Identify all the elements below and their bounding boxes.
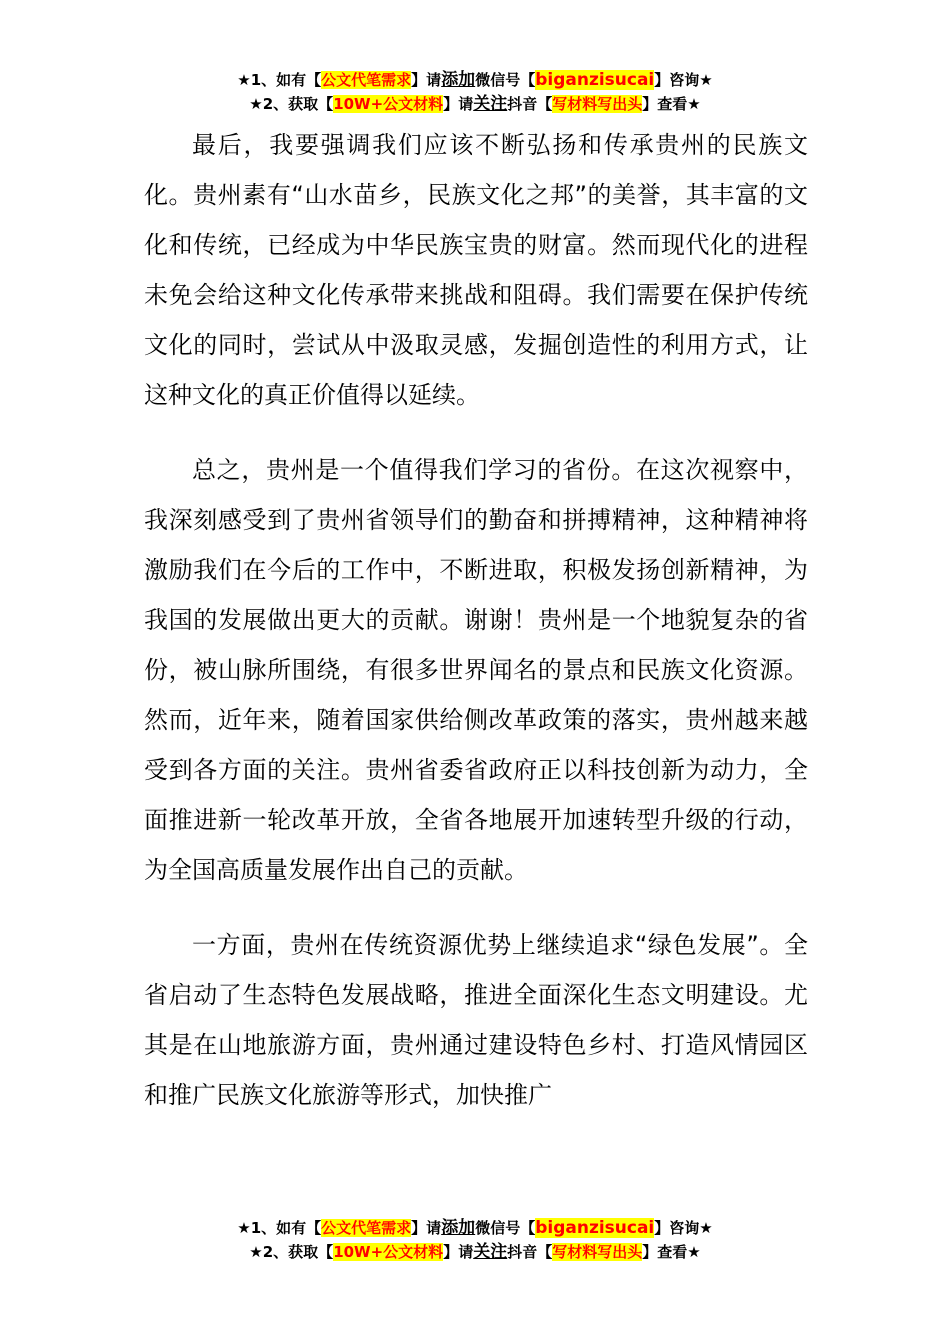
banner-text: ★2、获取【 — [249, 1243, 334, 1261]
banner-emphasis: 关注 — [473, 1242, 508, 1262]
highlight-douyin-id: 写材料写出头 — [552, 1243, 643, 1261]
highlight-service: 公文代笔需求 — [321, 71, 412, 89]
banner-text: 】请 — [443, 95, 474, 113]
banner-text: 】请 — [443, 1243, 474, 1261]
banner-text: 抖音【 — [507, 95, 553, 113]
document-body — [144, 120, 808, 1145]
banner-line-1 — [0, 1216, 950, 1240]
banner-emphasis: 关注 — [473, 94, 508, 114]
paragraph-3: 一方面，贵州在传统资源优势上继续追求“绿色发展”。全省启动了生态特色发展战略，推进全面深化生态文明建设。尤其是在山地旅游方面，贵州通过建设特色乡村、打造风情园区和推广民族文化旅游等形式，加快推广 — [144, 931, 808, 1109]
banner-emphasis: 添加 — [441, 70, 476, 90]
highlight-douyin-id: 写材料写出头 — [552, 95, 643, 113]
banner-text: ★1、如有【 — [237, 71, 322, 89]
banner-text: ★1、如有【 — [237, 1219, 322, 1237]
banner-text: 】请 — [411, 1219, 442, 1237]
paragraph-1: 最后，我要强调我们应该不断弘扬和传承贵州的民族文化。贵州素有“山水苗乡，民族文化之邦”的美誉，其丰富的文化和传统，已经成为中华民族宝贵的财富。然而现代化的进程未免会给这种文化传承带来挑战和阻碍。我们需要在保护传统文化的同时，尝试从中汲取灵感，发掘创造性的利用方式，让这种文化的真正价值得以延续。 — [144, 131, 808, 409]
banner-line-2 — [0, 92, 950, 116]
highlight-wechat-id: biganzisucai — [535, 1218, 655, 1238]
banner-line-1 — [0, 68, 950, 92]
paragraph-2: 总之，贵州是一个值得我们学习的省份。在这次视察中，我深刻感受到了贵州省领导们的勤奋和拼搏精神，这种精神将激励我们在今后的工作中，不断进取，积极发扬创新精神，为我国的发展做出更大的贡献。谢谢！贵州是一个地貌复杂的省份，被山脉所围绕，有很多世界闻名的景点和民族文化资源。然而，近年来，随着国家供给侧改革政策的落实，贵州越来越受到各方面的关注。贵州省委省政府正以科技创新为动力，全面推进新一轮改革开放，全省各地展开加速转型升级的行动，为全国高质量发展作出自己的贡献。 — [144, 456, 808, 884]
highlight-service: 公文代笔需求 — [321, 1219, 412, 1237]
banner-text: ★2、获取【 — [249, 95, 334, 113]
highlight-materials: 10W+公文材料 — [333, 95, 444, 113]
footer-banner — [0, 1216, 950, 1264]
header-banner — [0, 68, 950, 116]
banner-line-2 — [0, 1240, 950, 1264]
banner-text: 抖音【 — [507, 1243, 553, 1261]
highlight-materials: 10W+公文材料 — [333, 1243, 444, 1261]
banner-text: 微信号【 — [475, 71, 536, 89]
banner-text: 微信号【 — [475, 1219, 536, 1237]
banner-text: 】咨询★ — [654, 71, 713, 89]
highlight-wechat-id: biganzisucai — [535, 70, 655, 90]
banner-text: 】请 — [411, 71, 442, 89]
banner-text: 】查看★ — [642, 95, 701, 113]
banner-text: 】查看★ — [642, 1243, 701, 1261]
banner-text: 】咨询★ — [654, 1219, 713, 1237]
banner-emphasis: 添加 — [441, 1218, 476, 1238]
